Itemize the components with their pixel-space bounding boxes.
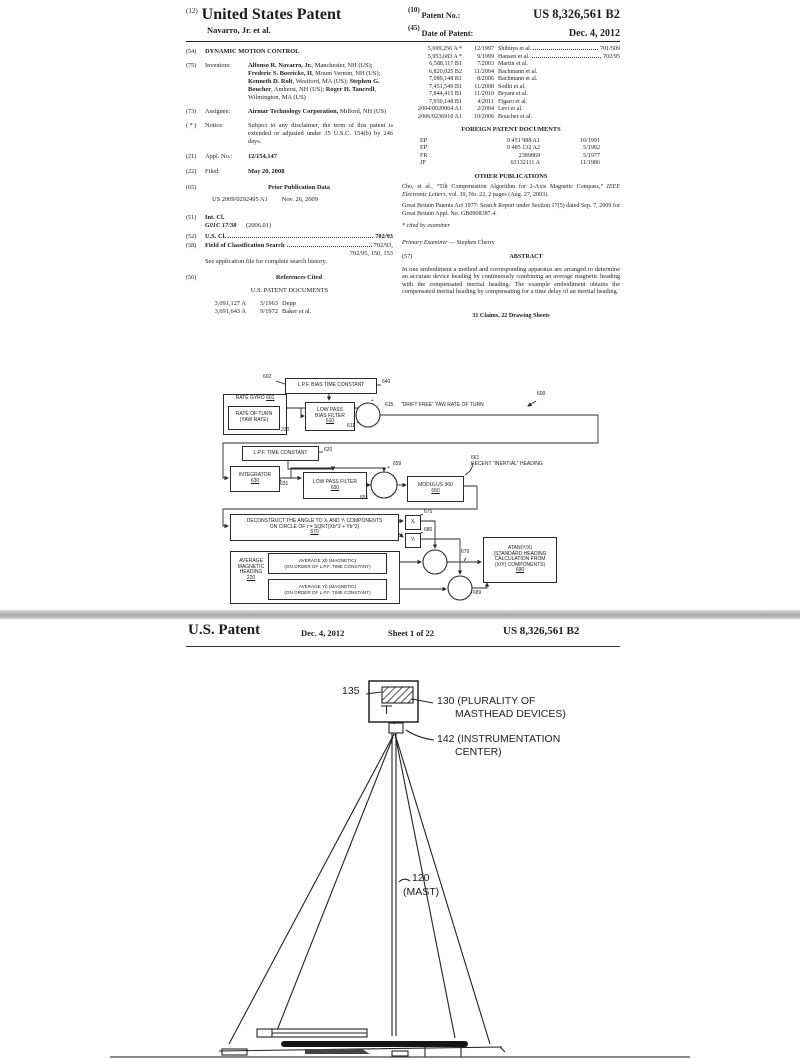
references-header-row <box>186 274 393 282</box>
assignee-label: Assignee: <box>205 108 231 115</box>
ref-230: 230 <box>281 427 290 433</box>
references-cited-label: References Cited <box>275 274 323 281</box>
prior-pub-number: US 2009/0292495 A1 <box>212 196 268 203</box>
bow-detail <box>222 1049 247 1055</box>
foreign-row: JP 63132111 A 11/1986 <box>420 160 600 166</box>
inventors-label: Inventors: <box>205 62 231 69</box>
us-docs-label: U.S. PATENT DOCUMENTS <box>250 287 329 294</box>
mast <box>392 733 396 1036</box>
plus-sign: + <box>387 465 390 471</box>
intcl-label: Int. Cl. <box>205 214 225 221</box>
modulus-360-box: MODULUS 360 660 <box>407 476 464 502</box>
leader-120 <box>399 879 410 882</box>
field-search-note: See application file for complete search history. <box>205 258 327 265</box>
ref-142-line1: 142 (INSTRUMENTATION <box>437 733 561 745</box>
intcl-row <box>186 214 393 230</box>
reference-row: 3,691,643 A 9/1972 Baker et al. <box>214 308 312 315</box>
uscl-label: U.S. Cl. <box>205 233 226 240</box>
dot-leader <box>533 49 598 50</box>
lpf-time-constant-box: L.P.F. TIME CONSTANT <box>242 446 319 461</box>
deck-bar <box>281 1041 468 1047</box>
average-xb-box: AVERAGE Xb (MAGNETIC) (ON ORDER OF L.P.F. TIME CONSTANT) <box>268 553 387 574</box>
abstract-header <box>402 254 620 262</box>
reference-row: 6,820,025 B2 11/2004 Bachmann et al. <box>428 68 538 75</box>
foreign-docs-label: FOREIGN PATENT DOCUMENTS <box>461 126 561 133</box>
ref-675: 675 <box>424 509 433 515</box>
field-57: (57) <box>402 254 413 260</box>
prior-pub-header-row <box>186 184 393 192</box>
notice-text: Subject to any disclaimer, the term of this patent is extended or adjusted under 35 U.S.C. 154(b) by 246 days. <box>248 122 393 145</box>
page2-patent-no: US 8,326,561 B2 <box>503 625 580 637</box>
ref-689: 689 <box>473 590 482 596</box>
cabin-shadow <box>305 1049 370 1054</box>
reference-row: 7,930,148 B1 4/2011 Figaro et al. <box>428 98 528 105</box>
rate-gyro-box: RATE GYRO 601 <box>223 394 287 435</box>
filed-row <box>186 168 393 176</box>
dot-leader <box>287 246 372 247</box>
other-pubs-label: OTHER PUBLICATIONS <box>474 172 548 180</box>
antenna-icon <box>381 706 392 714</box>
prior-pub-data-row <box>212 196 393 204</box>
page-separator <box>0 610 800 619</box>
inventors-row <box>186 62 393 102</box>
filed-label: Filed: <box>205 168 220 175</box>
patent-no-label: Patent No.: <box>421 11 461 20</box>
appl-no-label: Appl. No.: <box>205 153 233 160</box>
document-title: United States Patent <box>201 6 342 23</box>
dot-leader <box>228 237 373 238</box>
field-search-row <box>186 242 393 266</box>
filed-value: May 20, 2008 <box>248 168 285 175</box>
intcl-year: (2006.01) <box>246 222 272 229</box>
ref-679: 679 <box>461 549 470 555</box>
uscl-row <box>186 233 393 241</box>
page2-date: Dec. 4, 2012 <box>301 628 345 638</box>
ref-640: 640 <box>382 379 391 385</box>
forestay <box>229 734 394 1044</box>
reference-row: 5,953,683 A * 9/1999 Hansen et al. 702/95 <box>427 53 620 60</box>
field-search-value1: 702/93, <box>373 242 393 249</box>
invention-title: DYNAMIC MOTION CONTROL <box>205 48 300 55</box>
ref-602: 602 <box>263 374 272 380</box>
rate-of-turn-box: RATE OF TURN (YAW RATE) <box>228 406 280 430</box>
abstract-text: In one embodiment a method and corresponding apparatus are arranged to determine an accurate device heading by continuously combining an average magnetic heading with the compensated inertial heading. The example embodiment obtains the compensated inertial heading by compensating for a time delay of an inertial heading. <box>402 265 620 296</box>
instrumentation-center-box <box>389 723 403 733</box>
ref-600: 600 <box>537 391 546 397</box>
field-21: (21) <box>186 153 197 160</box>
field-58: (58) <box>186 242 197 249</box>
reference-row: 7,844,415 B1 11/2010 Bryant et al. <box>428 91 528 97</box>
integrator-box: INTEGRATOR 630 <box>230 466 280 492</box>
low-pass-bias-filter-box: LOW PASS BIAS FILTER 610 <box>305 402 355 431</box>
field-56: (56) <box>186 274 197 281</box>
notice-row <box>186 122 393 146</box>
assignee-value: Airmar Technology Corporation, Milford, NH (US) <box>248 108 387 115</box>
ref-130-line2: MASTHEAD DEVICES) <box>455 708 566 720</box>
first-inventor-line: Navarro, Jr. et al. <box>207 25 271 35</box>
atan-box: ATAN(Y/X) (STANDARD HEADING CALCULATION FROM (X/Y) COMPONENTS) 690 <box>483 537 557 583</box>
kind-code: (12) <box>186 7 198 15</box>
summing-junction <box>448 576 472 600</box>
patent-number: US 8,326,561 B2 <box>533 7 620 21</box>
foreign-row: EP 0 485 132 A2 5/1992 <box>420 145 600 151</box>
cited-by-examiner: * cited by examiner <box>402 223 450 229</box>
avg-heading-label: AVERAGE MAGNETIC HEADING 220 <box>237 558 265 581</box>
ref-135: 135 <box>342 685 360 697</box>
ref-661: 661 RECENT “INERTIAL” HEADING <box>471 455 543 467</box>
foreign-row: FR 2389869 5/1977 <box>420 152 600 159</box>
invention-title-row <box>186 48 393 56</box>
ref-620: 620 <box>324 447 333 453</box>
leader-142 <box>406 730 434 740</box>
page2-sheet: Sheet 1 of 22 <box>388 628 435 638</box>
ref-615: 615 <box>385 402 394 408</box>
claims-line: 31 Claims, 22 Drawing Sheets <box>472 312 550 319</box>
field-search-value2: 702/95, 150, 153 <box>349 250 393 257</box>
field-22: (22) <box>186 168 197 175</box>
ref-142-line2: CENTER) <box>455 746 502 758</box>
ref-659: 659 <box>393 461 402 467</box>
prior-pub-label: Prior Publication Data <box>267 184 330 191</box>
average-yb-box: AVERAGE Yb (MAGNETIC) (ON ORDER OF L.P.F. TIME CONSTANT) <box>268 579 387 600</box>
deck-hatch <box>392 1051 408 1056</box>
abstract-label: ABSTRACT <box>509 254 543 260</box>
publication-2: Great Britain Patents Act 1977: Search Report under Section 17(5) dated Sep. 7, 2009 for Great Britain Appl. No. GB0908387.4. <box>402 203 620 217</box>
page2-header-divider <box>186 646 620 647</box>
field-65: (65) <box>186 184 197 191</box>
intcl-class: G01C 17/38 <box>205 222 237 229</box>
references-column <box>402 46 620 320</box>
field-notice: ( * ) <box>186 122 197 129</box>
page2-title: U.S. Patent <box>188 622 261 638</box>
field-75: (75) <box>186 62 197 69</box>
masthead-device <box>382 687 413 703</box>
yi-component-box: Yᵢ <box>405 533 421 548</box>
summing-junction <box>423 550 447 574</box>
date-code: (45) <box>408 24 420 32</box>
assignee-row <box>186 108 393 116</box>
appl-no-row <box>186 153 393 161</box>
sailboat-figure <box>0 650 800 1060</box>
summing-junction <box>371 472 397 498</box>
patent-date: Dec. 4, 2012 <box>568 28 620 39</box>
summing-junction <box>356 403 380 427</box>
ref-651: 651 <box>360 495 369 501</box>
page1-header <box>186 6 620 39</box>
publication-1: Cho, et al., “Tilt Compensation Algorithm for 2-Axis Magnetic Compass,” IEEE Electronic Letters, vol. 39, No. 22, 2 pages (Aug. 27, 2003). <box>402 184 620 198</box>
field-search-label: Field of Classification Search <box>205 242 285 249</box>
header-left <box>186 6 341 39</box>
bibliographic-column <box>186 48 393 316</box>
field-73: (73) <box>186 108 197 115</box>
reference-row: 5,699,256 A * 12/1997 Shibuya et al. 701/509 <box>427 46 620 52</box>
field-54: (54) <box>186 48 197 55</box>
xi-component-box: Xᵢ <box>405 515 421 530</box>
reference-row: 2006/0236910 A1 10/2006 Boucher et al. <box>418 113 533 120</box>
reference-row: 7,451,549 B1 11/2008 Sodhi et al. <box>428 83 526 90</box>
field-52: (52) <box>186 233 197 240</box>
prior-pub-date: Nov. 26, 2009 <box>281 196 318 203</box>
reference-row: 6,588,117 B1 7/2003 Martin et al. <box>429 61 528 67</box>
low-pass-filter-box: LOW PASS FILTER 650 <box>303 472 367 499</box>
header-divider <box>186 41 620 42</box>
inventors-list: Alfonso R. Navarro, Jr., Manchester, NH (US); Frederic S. Boericke, II, Mount Vernon, NH (US); Kenneth D. Rolt, Westford, MA (US); Stephen G. Boucher, Amherst, NH (US); Roger H. Tancrell, Wilmington, MA (US) <box>248 62 381 101</box>
ref-680: 680 <box>424 527 433 533</box>
header-right <box>408 6 620 39</box>
ref-130-line1: 130 (PLURALITY OF <box>437 695 536 707</box>
plus-sign: + <box>371 398 374 404</box>
notice-label: Notice: <box>205 122 224 129</box>
ref-611: 611 <box>347 423 355 429</box>
date-label: Date of Patent: <box>421 29 474 38</box>
foreign-row: EP 0 451 988 A1 10/1991 <box>420 137 600 144</box>
patent-no-code: (10) <box>408 6 420 14</box>
reference-row: 7,089,148 B1 8/2006 Bachmann et al. <box>428 76 538 82</box>
ref-120-line1: 120 <box>412 872 430 884</box>
dot-leader <box>532 57 601 58</box>
leader-130 <box>412 699 433 703</box>
ref-631: 631 <box>280 481 289 487</box>
deconstruct-angle-box: DECONSTRUCT THE ANGLE TO Xᵢ AND Yᵢ COMPONENTS ON CIRCLE OF r = SQRT(Xb^2 + Yb^2) 670 <box>230 514 399 541</box>
jib-stay <box>276 737 393 1033</box>
reference-row: 3,091,127 A 5/1963 Depp <box>214 300 296 307</box>
appl-no-value: 12/154,147 <box>248 153 277 160</box>
lpf-bias-time-constant-box: L.P.F. BIAS TIME CONSTANT <box>285 378 377 394</box>
block-diagram-figure <box>185 372 627 606</box>
uscl-value: 702/93 <box>375 233 393 240</box>
primary-examiner: Primary Examiner — Stephen Cherry <box>402 239 495 246</box>
ref-120-line2: (MAST) <box>403 886 440 898</box>
drift-free-label: “DRIFT FREE” YAW RATE OF TURN <box>401 402 484 408</box>
reference-row: 2004/0020064 A1 2/2004 Levi et al. <box>418 106 523 112</box>
field-51: (51) <box>186 214 197 221</box>
